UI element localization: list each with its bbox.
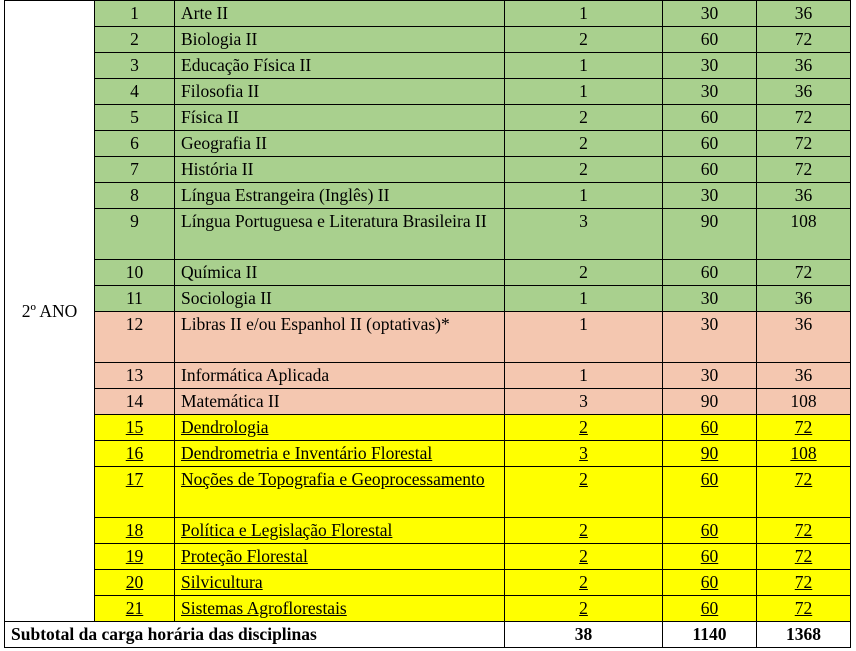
class-hours: 36 bbox=[794, 314, 813, 334]
row-number: 10 bbox=[125, 262, 144, 282]
weekly-classes: 2 bbox=[579, 520, 588, 540]
weekly-classes: 1 bbox=[579, 81, 588, 101]
row-number: 7 bbox=[130, 159, 139, 179]
weekly-classes: 1 bbox=[579, 288, 588, 308]
table-row bbox=[5, 157, 851, 183]
class-hours: 72 bbox=[794, 262, 813, 282]
weekly-classes: 2 bbox=[579, 107, 588, 127]
table-row bbox=[5, 183, 851, 209]
class-hours: 72 bbox=[794, 159, 813, 179]
row-number: 4 bbox=[130, 81, 139, 101]
discipline-name: Matemática II bbox=[181, 391, 280, 411]
class-hours: 72 bbox=[794, 520, 813, 540]
weekly-classes: 3 bbox=[579, 211, 588, 231]
weekly-classes: 2 bbox=[579, 262, 588, 282]
discipline-name: Dendrologia bbox=[181, 417, 269, 437]
class-hours: 72 bbox=[794, 598, 813, 618]
discipline-name: Informática Aplicada bbox=[181, 365, 330, 385]
class-hours: 36 bbox=[794, 365, 813, 385]
hours: 90 bbox=[700, 443, 719, 463]
row-number: 5 bbox=[130, 107, 139, 127]
table-row bbox=[5, 53, 851, 79]
subtotal-row bbox=[5, 622, 851, 648]
table-row bbox=[5, 260, 851, 286]
weekly-classes: 2 bbox=[579, 469, 588, 489]
hours: 60 bbox=[700, 417, 719, 437]
row-number: 9 bbox=[130, 211, 139, 231]
weekly-classes: 1 bbox=[579, 185, 588, 205]
row-number: 13 bbox=[125, 365, 144, 385]
table-row bbox=[5, 312, 851, 363]
discipline-name: História II bbox=[181, 159, 254, 179]
weekly-classes: 2 bbox=[579, 417, 588, 437]
row-number: 1 bbox=[130, 3, 139, 23]
curriculum-table-body bbox=[5, 1, 851, 648]
table-row bbox=[5, 105, 851, 131]
discipline-name: Política e Legislação Florestal bbox=[181, 520, 393, 540]
row-number: 17 bbox=[125, 469, 144, 489]
weekly-classes: 3 bbox=[579, 391, 588, 411]
discipline-name: Biologia II bbox=[181, 29, 258, 49]
row-number: 8 bbox=[130, 185, 139, 205]
curriculum-table bbox=[4, 0, 851, 648]
discipline-name: Dendrometria e Inventário Florestal bbox=[181, 443, 433, 463]
curriculum-table-container bbox=[4, 0, 851, 648]
class-hours: 72 bbox=[794, 546, 813, 566]
hours: 60 bbox=[700, 469, 719, 489]
class-hours: 72 bbox=[794, 107, 813, 127]
class-hours: 72 bbox=[794, 29, 813, 49]
table-row bbox=[5, 570, 851, 596]
row-number: 15 bbox=[125, 417, 144, 437]
year-label: 2º ANO bbox=[5, 1, 95, 622]
discipline-name: Educação Física II bbox=[181, 55, 312, 75]
weekly-classes: 1 bbox=[579, 365, 588, 385]
table-row bbox=[5, 467, 851, 518]
weekly-classes: 2 bbox=[579, 572, 588, 592]
class-hours: 108 bbox=[790, 211, 817, 231]
hours: 30 bbox=[700, 288, 719, 308]
hours: 30 bbox=[700, 3, 719, 23]
class-hours: 36 bbox=[794, 288, 813, 308]
row-number: 14 bbox=[125, 391, 144, 411]
table-row bbox=[5, 363, 851, 389]
hours: 60 bbox=[700, 572, 719, 592]
hours: 60 bbox=[700, 133, 719, 153]
table-row bbox=[5, 131, 851, 157]
class-hours: 36 bbox=[794, 81, 813, 101]
hours: 30 bbox=[700, 365, 719, 385]
class-hours: 36 bbox=[794, 3, 813, 23]
discipline-name: Língua Portuguesa e Literatura Brasileira II bbox=[181, 211, 487, 231]
hours: 30 bbox=[700, 314, 719, 334]
hours: 60 bbox=[700, 262, 719, 282]
discipline-name: Língua Estrangeira (Inglês) II bbox=[181, 185, 390, 205]
table-row bbox=[5, 27, 851, 53]
table-row bbox=[5, 415, 851, 441]
discipline-name: Filosofia II bbox=[181, 81, 260, 101]
weekly-classes: 1 bbox=[579, 55, 588, 75]
hours: 30 bbox=[700, 185, 719, 205]
row-number: 3 bbox=[130, 55, 139, 75]
discipline-name: Libras II e/ou Espanhol II (optativas)* bbox=[181, 314, 450, 334]
discipline-name: Sociologia II bbox=[181, 288, 272, 308]
table-row bbox=[5, 518, 851, 544]
discipline-name: Proteção Florestal bbox=[181, 546, 308, 566]
discipline-name: Química II bbox=[181, 262, 258, 282]
subtotal-label: Subtotal da carga horária das disciplinas bbox=[5, 622, 505, 648]
discipline-name: Geografia II bbox=[181, 133, 267, 153]
weekly-classes: 2 bbox=[579, 159, 588, 179]
hours: 30 bbox=[700, 81, 719, 101]
hours: 90 bbox=[700, 391, 719, 411]
row-number: 12 bbox=[125, 314, 144, 334]
discipline-name: Sistemas Agroflorestais bbox=[181, 598, 347, 618]
subtotal-weekly: 38 bbox=[505, 622, 663, 648]
weekly-classes: 3 bbox=[579, 443, 588, 463]
table-row bbox=[5, 596, 851, 622]
discipline-name: Arte II bbox=[181, 3, 229, 23]
table-row bbox=[5, 79, 851, 105]
table-row bbox=[5, 209, 851, 260]
weekly-classes: 1 bbox=[579, 314, 588, 334]
row-number: 20 bbox=[125, 572, 144, 592]
weekly-classes: 2 bbox=[579, 29, 588, 49]
table-row bbox=[5, 441, 851, 467]
row-number: 11 bbox=[126, 288, 143, 308]
class-hours: 72 bbox=[794, 133, 813, 153]
row-number: 2 bbox=[130, 29, 139, 49]
row-number: 6 bbox=[130, 133, 139, 153]
hours: 60 bbox=[700, 159, 719, 179]
class-hours: 72 bbox=[794, 417, 813, 437]
hours: 60 bbox=[700, 598, 719, 618]
discipline-name: Silvicultura bbox=[181, 572, 263, 592]
weekly-classes: 1 bbox=[579, 3, 588, 23]
class-hours: 72 bbox=[794, 572, 813, 592]
discipline-name: Noções de Topografia e Geoprocessamento bbox=[181, 469, 485, 489]
class-hours: 72 bbox=[794, 469, 813, 489]
row-number: 19 bbox=[125, 546, 144, 566]
row-number: 18 bbox=[125, 520, 144, 540]
row-number: 16 bbox=[125, 443, 144, 463]
row-number: 21 bbox=[125, 598, 144, 618]
hours: 60 bbox=[700, 546, 719, 566]
class-hours: 36 bbox=[794, 55, 813, 75]
subtotal-hours: 1140 bbox=[663, 622, 757, 648]
class-hours: 36 bbox=[794, 185, 813, 205]
table-row bbox=[5, 1, 851, 27]
hours: 60 bbox=[700, 29, 719, 49]
hours: 60 bbox=[700, 107, 719, 127]
hours: 30 bbox=[700, 55, 719, 75]
subtotal-class-hours: 1368 bbox=[757, 622, 851, 648]
class-hours: 108 bbox=[790, 443, 817, 463]
table-row bbox=[5, 544, 851, 570]
table-row bbox=[5, 286, 851, 312]
weekly-classes: 2 bbox=[579, 598, 588, 618]
weekly-classes: 2 bbox=[579, 133, 588, 153]
class-hours: 108 bbox=[790, 391, 817, 411]
table-row bbox=[5, 389, 851, 415]
hours: 90 bbox=[700, 211, 719, 231]
discipline-name: Física II bbox=[181, 107, 239, 127]
weekly-classes: 2 bbox=[579, 546, 588, 566]
hours: 60 bbox=[700, 520, 719, 540]
